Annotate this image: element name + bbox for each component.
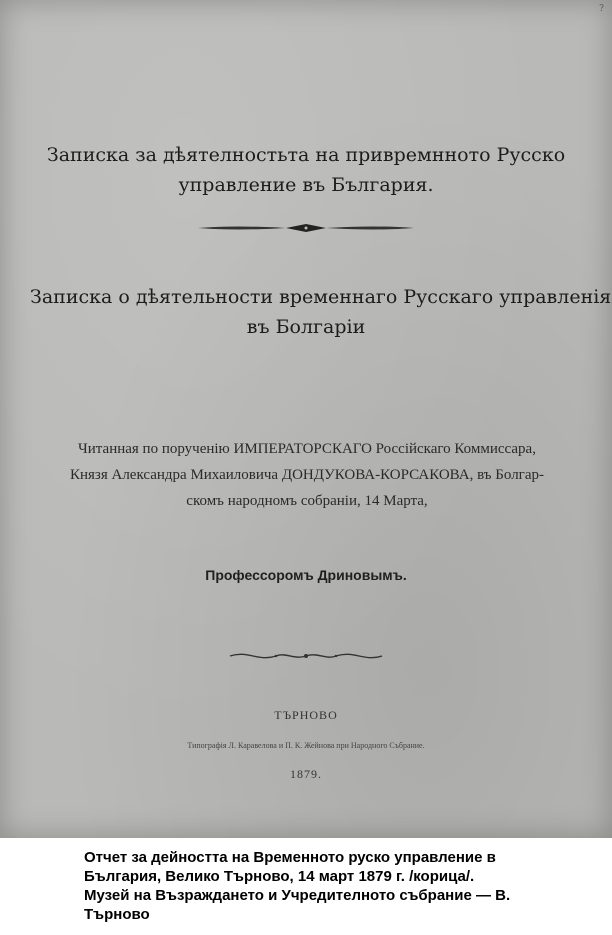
reading-note-line: скомъ народномъ собраніи, 14 Марта, (186, 493, 428, 509)
caption-line: Търново (84, 906, 150, 923)
reading-note (24, 436, 590, 514)
title-russian-line: въ Болгаріи (246, 316, 366, 338)
caption-line: Музей на Възраждането и Учредителното събрание — В. (84, 887, 511, 904)
title-bulgarian-line: управление въ България. (178, 174, 434, 196)
title-bulgarian (30, 140, 582, 200)
title-bulgarian-line: Записка за дѣятелностьта на привремнното Русско (46, 144, 566, 166)
year: 1879. (290, 767, 322, 781)
printer-line: Типографія Л. Каравелова и П. К. Жейнова при Народного Събрание. (187, 741, 425, 750)
caption-line: Отчет за дейността на Временното руско управление в (84, 849, 496, 866)
ornament-flourish-icon (228, 650, 384, 662)
author-line: Профессоромъ Дриновымъ. (205, 567, 407, 583)
title-russian (30, 282, 612, 342)
image-caption (84, 848, 604, 924)
caption-line: България, Велико Търново, 14 март 1879 г. /корица/. (84, 868, 475, 885)
title-russian-line: Записка о дѣятельности временнаго Русскаго управленія (30, 286, 612, 308)
reading-note-line: Читанная по порученію ИМПЕРАТОРСКАГО Россійскаго Коммиссара, (78, 441, 536, 457)
ornament-divider-icon (196, 222, 416, 234)
corner-mark: ? (599, 4, 604, 14)
reading-note-line: Князя Александра Михаиловича ДОНДУКОВА-КОРСАКОВА, въ Болгар- (69, 467, 544, 483)
city-name: ТЪРНОВО (274, 708, 338, 722)
